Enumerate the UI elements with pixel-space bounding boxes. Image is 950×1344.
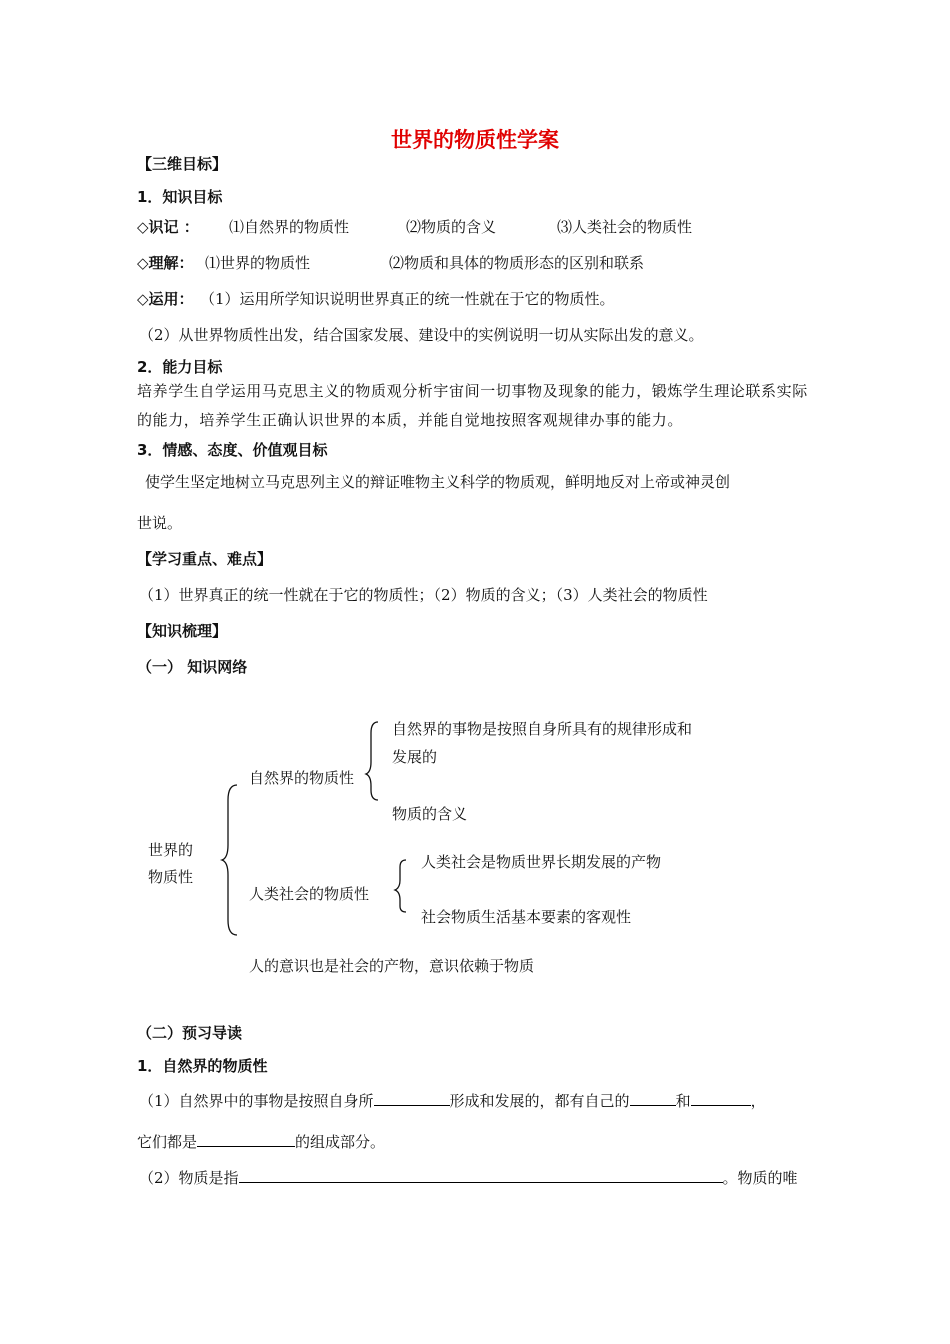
q2-text-b: 。物质的唯 (722, 1169, 798, 1187)
preview-heading: （二）预习导读 (137, 1024, 243, 1042)
network-root-line-1: 世界的 (148, 841, 194, 859)
ability-goal-heading: 2．能力目标 (137, 358, 223, 376)
apply-label: ◇运用： (137, 290, 194, 308)
memorize-item-3: ⑶人类社会的物质性 (557, 218, 693, 236)
understand-label: ◇理解： (137, 254, 194, 272)
key-points-text: （1）世界真正的统一性就在于它的物质性；（2）物质的含义；（3）人类社会的物质性 (139, 586, 708, 604)
network-root-line-2: 物质性 (148, 868, 194, 886)
apply-item-1: （1）运用所学知识说明世界真正的统一性就在于它的物质性。 (200, 290, 615, 308)
memorize-label: ◇识记 ： (137, 218, 199, 236)
understand-item-2: ⑵物质和具体的物质形态的区别和联系 (389, 254, 645, 272)
q2-blank-1[interactable] (239, 1167, 723, 1183)
root-bracket (222, 785, 237, 935)
q1-blank-1[interactable] (374, 1090, 450, 1106)
network-society-leaf-2: 社会物质生活基本要素的客观性 (421, 908, 632, 926)
emotion-goal-heading: 3．情感、态度、价值观目标 (137, 441, 328, 459)
network-nature-leaf-1-line-1: 自然界的事物是按照自身所具有的规律形成和 (392, 720, 693, 738)
network-society-branch: 人类社会的物质性 (249, 885, 370, 903)
preview-subheading-nature: 1．自然界的物质性 (137, 1057, 268, 1075)
apply-item-2: （2）从世界物质性出发，结合国家发展、建设中的实例说明一切从实际出发的意义。 (139, 326, 704, 344)
key-points-heading: 【学习重点、难点】 (137, 550, 273, 568)
network-nature-leaf-1-line-2: 发展的 (392, 748, 438, 766)
q1-text-e: 它们都是 (137, 1133, 198, 1151)
network-nature-leaf-2: 物质的含义 (392, 805, 468, 823)
memorize-item-2: ⑵物质的含义 (406, 218, 497, 236)
q1-text-f: 的组成部分。 (295, 1133, 386, 1151)
knowledge-goal-heading: 1．知识目标 (137, 188, 223, 206)
question-1-line-2 (137, 1131, 385, 1152)
emotion-goal-line-2: 世说。 (137, 514, 183, 532)
review-heading: 【知识梳理】 (137, 622, 228, 640)
section-goals-heading: 【三维目标】 (137, 155, 228, 173)
q2-text-a: （2）物质是指 (139, 1169, 239, 1187)
ability-goal-text: 培养学生自学运用马克思主义的物质观分析宇宙间一切事物及现象的能力，锻炼学生理论联系实际的能力，培养学生正确认识世界的本质，并能自觉地按照客观规律办事的能力。 (137, 382, 808, 429)
q1-blank-3[interactable] (691, 1090, 751, 1106)
question-1-line-1 (139, 1090, 766, 1111)
q1-text-c: 和 (675, 1092, 691, 1110)
q1-text-a: （1）自然界中的事物是按照自身所 (139, 1092, 374, 1110)
q1-blank-2[interactable] (630, 1090, 676, 1106)
memorize-item-1: ⑴自然界的物质性 (229, 218, 350, 236)
emotion-goal-line-1: 使学生坚定地树立马克思列主义的辩证唯物主义科学的物质观，鲜明地反对上帝或神灵创 (145, 473, 731, 491)
page-title: 世界的物质性学案 (391, 128, 559, 152)
network-heading: （一） 知识网络 (137, 658, 248, 676)
network-society-leaf-1: 人类社会是物质世界长期发展的产物 (421, 853, 662, 871)
q1-blank-4[interactable] (197, 1131, 295, 1147)
q1-text-b: 形成和发展的，都有自己的 (449, 1092, 630, 1110)
nature-bracket (366, 722, 378, 800)
network-consciousness: 人的意识也是社会的产物，意识依赖于物质 (249, 957, 535, 975)
question-2-line-1 (139, 1167, 798, 1188)
network-nature-branch: 自然界的物质性 (249, 769, 355, 787)
society-bracket (395, 860, 406, 912)
q1-text-d: ， (750, 1092, 766, 1110)
understand-item-1: ⑴世界的物质性 (205, 254, 311, 272)
